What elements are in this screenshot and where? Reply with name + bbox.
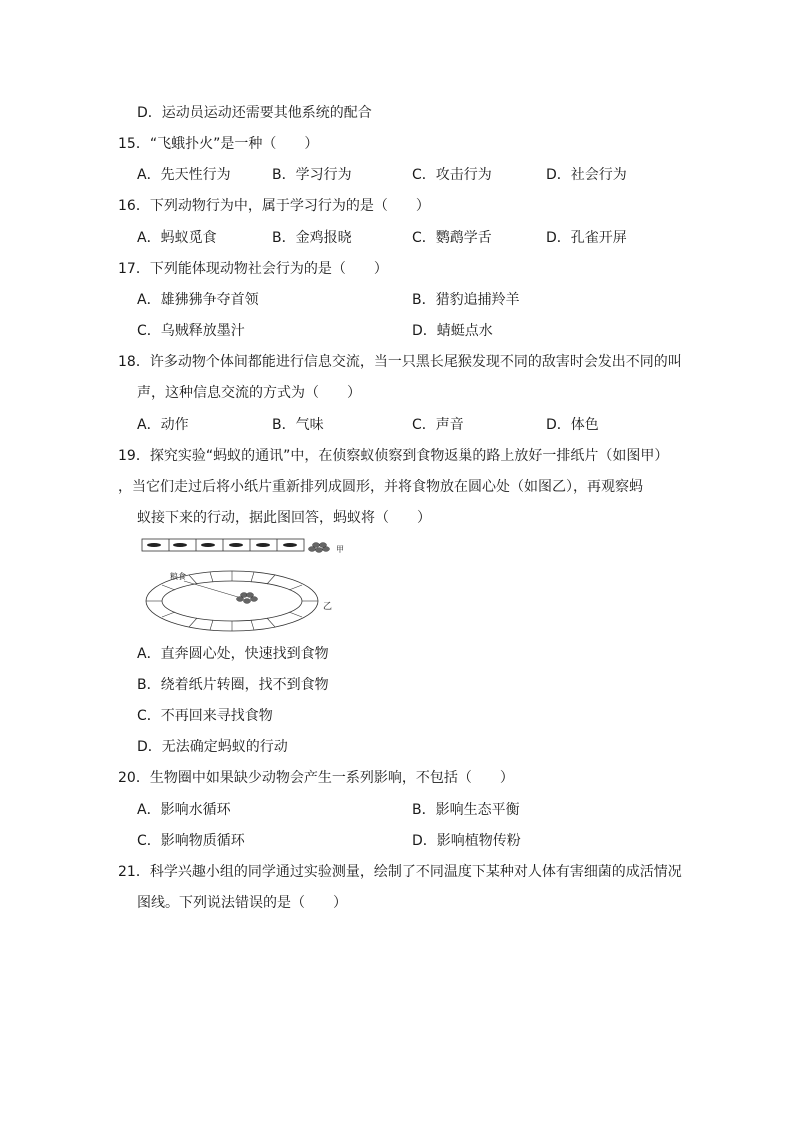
q18-option-b: B．气味 [272,417,324,433]
paper-ring-yi [146,571,332,631]
q16-option-d: D．孔雀开屏 [546,230,627,246]
q16-option-a: A．蚂蚁觅食 [137,230,217,246]
food-pointer-line [184,581,238,597]
q20-option-a: A．影响水循环 [137,802,231,818]
q20-stem: 20．生物圈中如果缺少动物会产生一系列影响，不包括（ ） [118,770,514,786]
q21-stem-line1: 21．科学兴趣小组的同学通过实验测量，绘制了不同温度下某种对人体有害细菌的成活情况 [118,864,682,880]
q14-option-d: D．运动员运动还需要其他系统的配合 [137,105,372,121]
q16-option-c: C．鹦鹉学舌 [412,230,492,246]
center-food-icon [237,593,258,604]
q19-stem-line1: 19．探究实验“蚂蚁的通讯”中，在侦察蚁侦察到食物返巢的路上放好一排纸片（如图甲） [118,448,669,464]
q17-stem: 17．下列能体现动物社会行为的是（ ） [118,261,388,277]
q15-option-c: C．攻击行为 [412,167,492,183]
q19-option-d: D．无法确定蚂蚁的行动 [137,739,288,755]
q17-option-c: C．乌贼释放墨汁 [137,323,245,339]
q21-stem-line2: 图线。下列说法错误的是（ ） [137,895,347,911]
figure-label-jia: 甲 [336,545,344,554]
q16-option-b: B．金鸡报晓 [272,230,352,246]
ant-icons [147,543,297,547]
q18-option-c: C．声音 [412,417,464,433]
q20-option-c: C．影响物质循环 [137,833,245,849]
q18-stem-line1: 18．许多动物个体间都能进行信息交流，当一只黑长尾猴发现不同的敌害时会发出不同的叫 [118,354,682,370]
q15-option-a: A．先天性行为 [137,167,231,183]
q19-option-a: A．直奔圆心处，快速找到食物 [137,646,329,662]
q19-stem-line2: ，当它们走过后将小纸片重新排列成圆形，并将食物放在圆心处（如图乙），再观察蚂 [118,479,643,495]
q19-stem-line3: 蚁接下来的行动，据此图回答，蚂蚁将（ ） [137,510,431,526]
ant-experiment-figure [140,533,360,641]
q18-option-a: A．动作 [137,417,189,433]
q16-stem: 16．下列动物行为中，属于学习行为的是（ ） [118,198,430,214]
q17-option-b: B．猎豹追捕羚羊 [412,292,520,308]
q18-option-d: D．体色 [546,417,599,433]
q19-option-b: B．绕着纸片转圈，找不到食物 [137,677,329,693]
q20-option-b: B．影响生态平衡 [412,802,520,818]
q15-option-b: B．学习行为 [272,167,352,183]
figure-label-food: 粮食 [170,572,186,581]
q17-option-d: D．蜻蜓点水 [412,323,493,339]
q19-option-c: C．不再回来寻找食物 [137,708,273,724]
q18-stem-line2: 声，这种信息交流的方式为（ ） [137,385,361,401]
q15-stem: 15．“飞蛾扑火”是一种（ ） [118,136,319,152]
paper-strip-jia [142,539,344,554]
figure-label-yi: 乙 [323,602,333,612]
food-pile-icon [309,543,330,553]
q20-option-d: D．影响植物传粉 [412,833,521,849]
q17-option-a: A．雄狒狒争夺首领 [137,292,259,308]
q15-option-d: D．社会行为 [546,167,627,183]
